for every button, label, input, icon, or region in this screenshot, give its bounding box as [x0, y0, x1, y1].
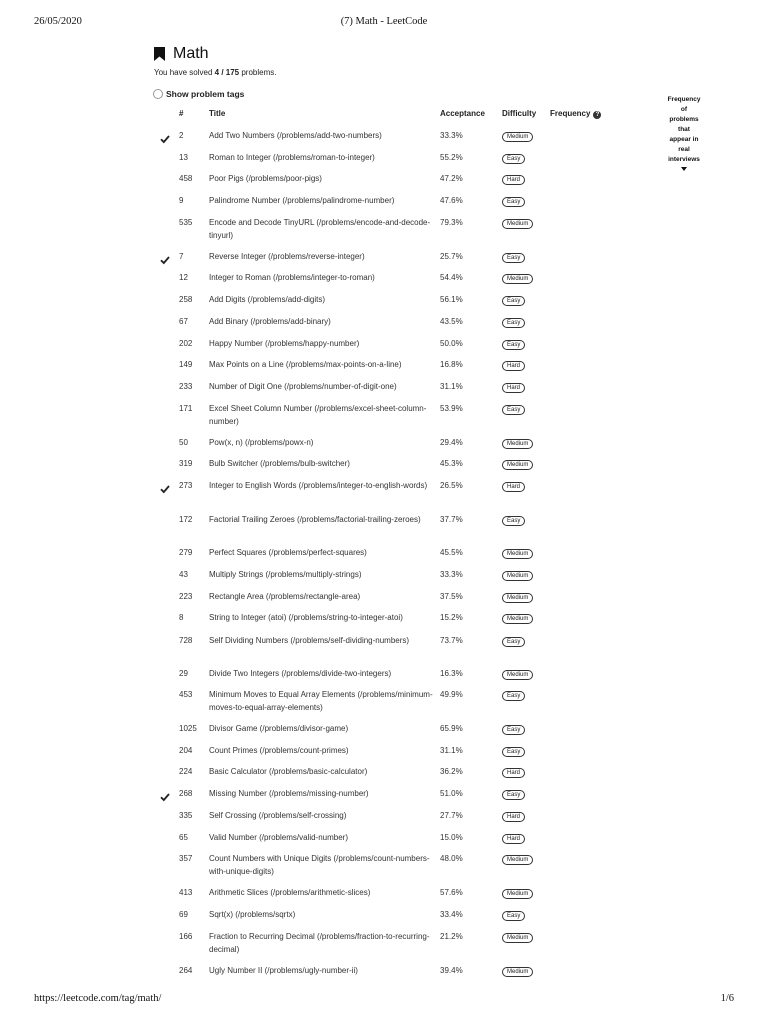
frequency-note-line: that: [678, 126, 690, 133]
problem-title-link[interactable]: Poor Pigs (/problems/poor-pigs): [209, 174, 322, 183]
problem-acceptance: 15.2%: [440, 613, 463, 622]
difficulty-badge: Easy: [502, 154, 525, 164]
problem-title-link[interactable]: Factorial Trailing Zeroes (/problems/factorial-trailing-zeroes): [209, 515, 421, 524]
page-title: Math: [173, 45, 209, 62]
problem-acceptance: 51.0%: [440, 789, 463, 798]
problem-number: 319: [179, 459, 193, 468]
show-tags-checkbox[interactable]: [153, 89, 163, 99]
frequency-tooltip: [658, 95, 710, 171]
problem-title-link[interactable]: Count Primes (/problems/count-primes): [209, 746, 349, 755]
problem-number: 223: [179, 592, 193, 601]
problem-acceptance: 53.9%: [440, 404, 463, 413]
problem-acceptance: 57.6%: [440, 888, 463, 897]
problem-title-link[interactable]: Minimum Moves to Equal Array Elements (/problems/minimum-moves-to-equal-array-elements): [209, 690, 433, 712]
problem-number: 728: [179, 636, 193, 645]
difficulty-badge: Hard: [502, 834, 525, 844]
solved-count: 4 / 175: [214, 68, 240, 77]
show-tags-toggle[interactable]: [153, 89, 244, 99]
problem-number: 268: [179, 789, 193, 798]
difficulty-badge: Medium: [502, 933, 533, 943]
problem-acceptance: 50.0%: [440, 339, 463, 348]
frequency-note-line: interviews: [668, 156, 700, 163]
problem-number: 202: [179, 339, 193, 348]
problem-title-link[interactable]: Self Dividing Numbers (/problems/self-dividing-numbers): [209, 636, 410, 645]
problem-number: 69: [179, 910, 188, 919]
problem-acceptance: 65.9%: [440, 724, 463, 733]
problem-acceptance: 45.3%: [440, 459, 463, 468]
problem-number: 67: [179, 317, 188, 326]
difficulty-badge: Medium: [502, 889, 533, 899]
problem-acceptance: 55.2%: [440, 153, 463, 162]
difficulty-badge: Hard: [502, 768, 525, 778]
difficulty-badge: Easy: [502, 197, 525, 207]
difficulty-badge: Hard: [502, 175, 525, 185]
print-page-title: (7) Math - LeetCode: [340, 16, 428, 27]
problem-title-link[interactable]: Encode and Decode TinyURL (/problems/encode-and-decode-tinyurl): [209, 218, 431, 240]
problem-title-link[interactable]: Valid Number (/problems/valid-number): [209, 833, 349, 842]
column-header-difficulty[interactable]: Difficulty: [502, 109, 537, 118]
difficulty-badge: Medium: [502, 132, 533, 142]
problem-title-link[interactable]: Bulb Switcher (/problems/bulb-switcher): [209, 459, 350, 468]
column-header-title[interactable]: Title: [209, 109, 226, 118]
problem-number: 65: [179, 833, 188, 842]
problem-number: 535: [179, 218, 193, 227]
difficulty-badge: Easy: [502, 253, 525, 263]
page-heading: [154, 44, 209, 64]
problem-title-link[interactable]: Divisor Game (/problems/divisor-game): [209, 724, 349, 733]
problem-number: 458: [179, 174, 193, 183]
problem-title-link[interactable]: Self Crossing (/problems/self-crossing): [209, 811, 347, 820]
caret-down-icon: [681, 167, 687, 171]
difficulty-badge: Medium: [502, 571, 533, 581]
problem-number: 13: [179, 153, 188, 162]
problem-title-link[interactable]: String to Integer (atoi) (/problems/string-to-integer-atoi): [209, 613, 403, 622]
problem-number: 2: [179, 131, 184, 140]
difficulty-badge: Easy: [502, 340, 525, 350]
problem-acceptance: 33.3%: [440, 131, 463, 140]
difficulty-badge: Medium: [502, 967, 533, 977]
problem-number: 8: [179, 613, 184, 622]
solved-check-icon: [160, 131, 170, 141]
problem-number: 204: [179, 746, 193, 755]
column-header-acceptance[interactable]: Acceptance: [440, 109, 485, 118]
frequency-note-line: real: [678, 146, 690, 153]
problem-acceptance: 79.3%: [440, 218, 463, 227]
problem-number: 149: [179, 360, 193, 369]
difficulty-badge: Medium: [502, 460, 533, 470]
problem-title-link[interactable]: Number of Digit One (/problems/number-of-digit-one): [209, 382, 397, 391]
problem-number: 9: [179, 196, 184, 205]
problem-title-link[interactable]: Palindrome Number (/problems/palindrome-number): [209, 196, 395, 205]
problem-acceptance: 16.8%: [440, 360, 463, 369]
problem-acceptance: 27.7%: [440, 811, 463, 820]
problem-acceptance: 45.5%: [440, 548, 463, 557]
problem-number: 29: [179, 669, 188, 678]
problem-title-link[interactable]: Happy Number (/problems/happy-number): [209, 339, 360, 348]
problem-title-link[interactable]: Divide Two Integers (/problems/divide-two-integers): [209, 669, 392, 678]
problem-number: 413: [179, 888, 193, 897]
problem-acceptance: 73.7%: [440, 636, 463, 645]
problem-title-link[interactable]: Add Binary (/problems/add-binary): [209, 317, 331, 326]
problem-title-link[interactable]: Integer to Roman (/problems/integer-to-roman): [209, 273, 375, 282]
problem-number: 357: [179, 854, 193, 863]
difficulty-badge: Easy: [502, 637, 525, 647]
problem-title-link[interactable]: Count Numbers with Unique Digits (/problems/count-numbers-with-unique-digits): [209, 854, 430, 876]
problem-acceptance: 16.3%: [440, 669, 463, 678]
problem-title-link[interactable]: Multiply Strings (/problems/multiply-strings): [209, 570, 362, 579]
problem-acceptance: 33.3%: [440, 570, 463, 579]
problem-title-link[interactable]: Perfect Squares (/problems/perfect-squares): [209, 548, 367, 557]
problem-title-link[interactable]: Roman to Integer (/problems/roman-to-integer): [209, 153, 375, 162]
problem-number: 264: [179, 966, 193, 975]
difficulty-badge: Easy: [502, 296, 525, 306]
problem-acceptance: 39.4%: [440, 966, 463, 975]
problem-title-link[interactable]: Excel Sheet Column Number (/problems/excel-sheet-column-number): [209, 404, 427, 426]
problem-title-link[interactable]: Add Two Numbers (/problems/add-two-numbers): [209, 131, 382, 140]
problem-acceptance: 37.7%: [440, 515, 463, 524]
problem-acceptance: 31.1%: [440, 746, 463, 755]
frequency-note-line: appear in: [669, 136, 699, 143]
difficulty-badge: Medium: [502, 670, 533, 680]
problem-acceptance: 33.4%: [440, 910, 463, 919]
solved-suffix: problems.: [241, 68, 277, 77]
solved-check-icon: [160, 252, 170, 262]
problem-number: 279: [179, 548, 193, 557]
problem-acceptance: 29.4%: [440, 438, 463, 447]
help-icon[interactable]: ?: [593, 111, 601, 119]
problem-number: 171: [179, 404, 193, 413]
print-header: [0, 16, 768, 30]
print-footer: [0, 993, 768, 1007]
solved-prefix: You have solved: [154, 68, 213, 77]
problem-acceptance: 49.9%: [440, 690, 463, 699]
print-url: https://leetcode.com/tag/math/: [34, 993, 162, 1004]
show-tags-label: Show problem tags: [166, 89, 245, 99]
problem-title-link[interactable]: Integer to English Words (/problems/integer-to-english-words): [209, 481, 428, 490]
problem-acceptance: 37.5%: [440, 592, 463, 601]
problem-title-link[interactable]: Arithmetic Slices (/problems/arithmetic-slices): [209, 888, 371, 897]
problem-title-link[interactable]: Basic Calculator (/problems/basic-calculator): [209, 767, 368, 776]
difficulty-badge: Medium: [502, 593, 533, 603]
difficulty-badge: Medium: [502, 274, 533, 284]
difficulty-badge: Hard: [502, 361, 525, 371]
difficulty-badge: Hard: [502, 812, 525, 822]
problem-title-link[interactable]: Ugly Number II (/problems/ugly-number-ii): [209, 966, 358, 975]
column-header-frequency[interactable]: [550, 109, 601, 119]
solved-check-icon: [160, 481, 170, 491]
problem-number: 335: [179, 811, 193, 820]
difficulty-badge: Easy: [502, 516, 525, 526]
problem-acceptance: 36.2%: [440, 767, 463, 776]
problem-title-link[interactable]: Fraction to Recurring Decimal (/problems/fraction-to-recurring-decimal): [209, 932, 430, 954]
problem-acceptance: 26.5%: [440, 481, 463, 490]
problem-acceptance: 56.1%: [440, 295, 463, 304]
problem-acceptance: 48.0%: [440, 854, 463, 863]
problem-acceptance: 15.0%: [440, 833, 463, 842]
bookmark-icon: [154, 47, 165, 61]
frequency-note-line: Frequency: [667, 96, 701, 103]
problem-title-link[interactable]: Rectangle Area (/problems/rectangle-area): [209, 592, 361, 601]
problem-number: 43: [179, 570, 188, 579]
problem-title-link[interactable]: Missing Number (/problems/missing-number): [209, 789, 369, 798]
problem-acceptance: 31.1%: [440, 382, 463, 391]
problem-number: 7: [179, 252, 184, 261]
difficulty-badge: Medium: [502, 219, 533, 229]
problem-number: 273: [179, 481, 193, 490]
difficulty-badge: Easy: [502, 790, 525, 800]
difficulty-badge: Medium: [502, 855, 533, 865]
difficulty-badge: Medium: [502, 614, 533, 624]
problem-acceptance: 47.2%: [440, 174, 463, 183]
problem-number: 166: [179, 932, 193, 941]
difficulty-badge: Easy: [502, 747, 525, 757]
difficulty-badge: Medium: [502, 439, 533, 449]
problem-number: 258: [179, 295, 193, 304]
problem-number: 453: [179, 690, 193, 699]
problem-number: 233: [179, 382, 193, 391]
frequency-label: Frequency: [550, 109, 591, 118]
problem-acceptance: 43.5%: [440, 317, 463, 326]
frequency-note-line: problems: [669, 116, 699, 123]
problem-title-link[interactable]: Pow(x, n) (/problems/powx-n): [209, 438, 314, 447]
problem-number: 224: [179, 767, 193, 776]
problem-acceptance: 25.7%: [440, 252, 463, 261]
solved-summary: [154, 68, 276, 77]
difficulty-badge: Hard: [502, 383, 525, 393]
difficulty-badge: Easy: [502, 318, 525, 328]
problem-number: 1025: [179, 724, 197, 733]
frequency-note-line: of: [680, 106, 688, 113]
solved-check-icon: [160, 789, 170, 799]
problem-number: 50: [179, 438, 188, 447]
column-header-number[interactable]: #: [179, 109, 184, 118]
problem-number: 12: [179, 273, 188, 282]
problem-acceptance: 54.4%: [440, 273, 463, 282]
difficulty-badge: Medium: [502, 549, 533, 559]
problem-title-link[interactable]: Sqrt(x) (/problems/sqrtx): [209, 910, 296, 919]
difficulty-badge: Easy: [502, 691, 525, 701]
difficulty-badge: Easy: [502, 405, 525, 415]
problem-title-link[interactable]: Reverse Integer (/problems/reverse-integer): [209, 252, 365, 261]
difficulty-badge: Hard: [502, 482, 525, 492]
print-date: 26/05/2020: [34, 16, 82, 27]
difficulty-badge: Easy: [502, 725, 525, 735]
difficulty-badge: Easy: [502, 911, 525, 921]
problem-title-link[interactable]: Max Points on a Line (/problems/max-points-on-a-line): [209, 360, 402, 369]
problem-title-link[interactable]: Add Digits (/problems/add-digits): [209, 295, 326, 304]
problem-acceptance: 21.2%: [440, 932, 463, 941]
problem-acceptance: 47.6%: [440, 196, 463, 205]
problem-number: 172: [179, 515, 193, 524]
print-page-number: 1/6: [720, 993, 734, 1004]
